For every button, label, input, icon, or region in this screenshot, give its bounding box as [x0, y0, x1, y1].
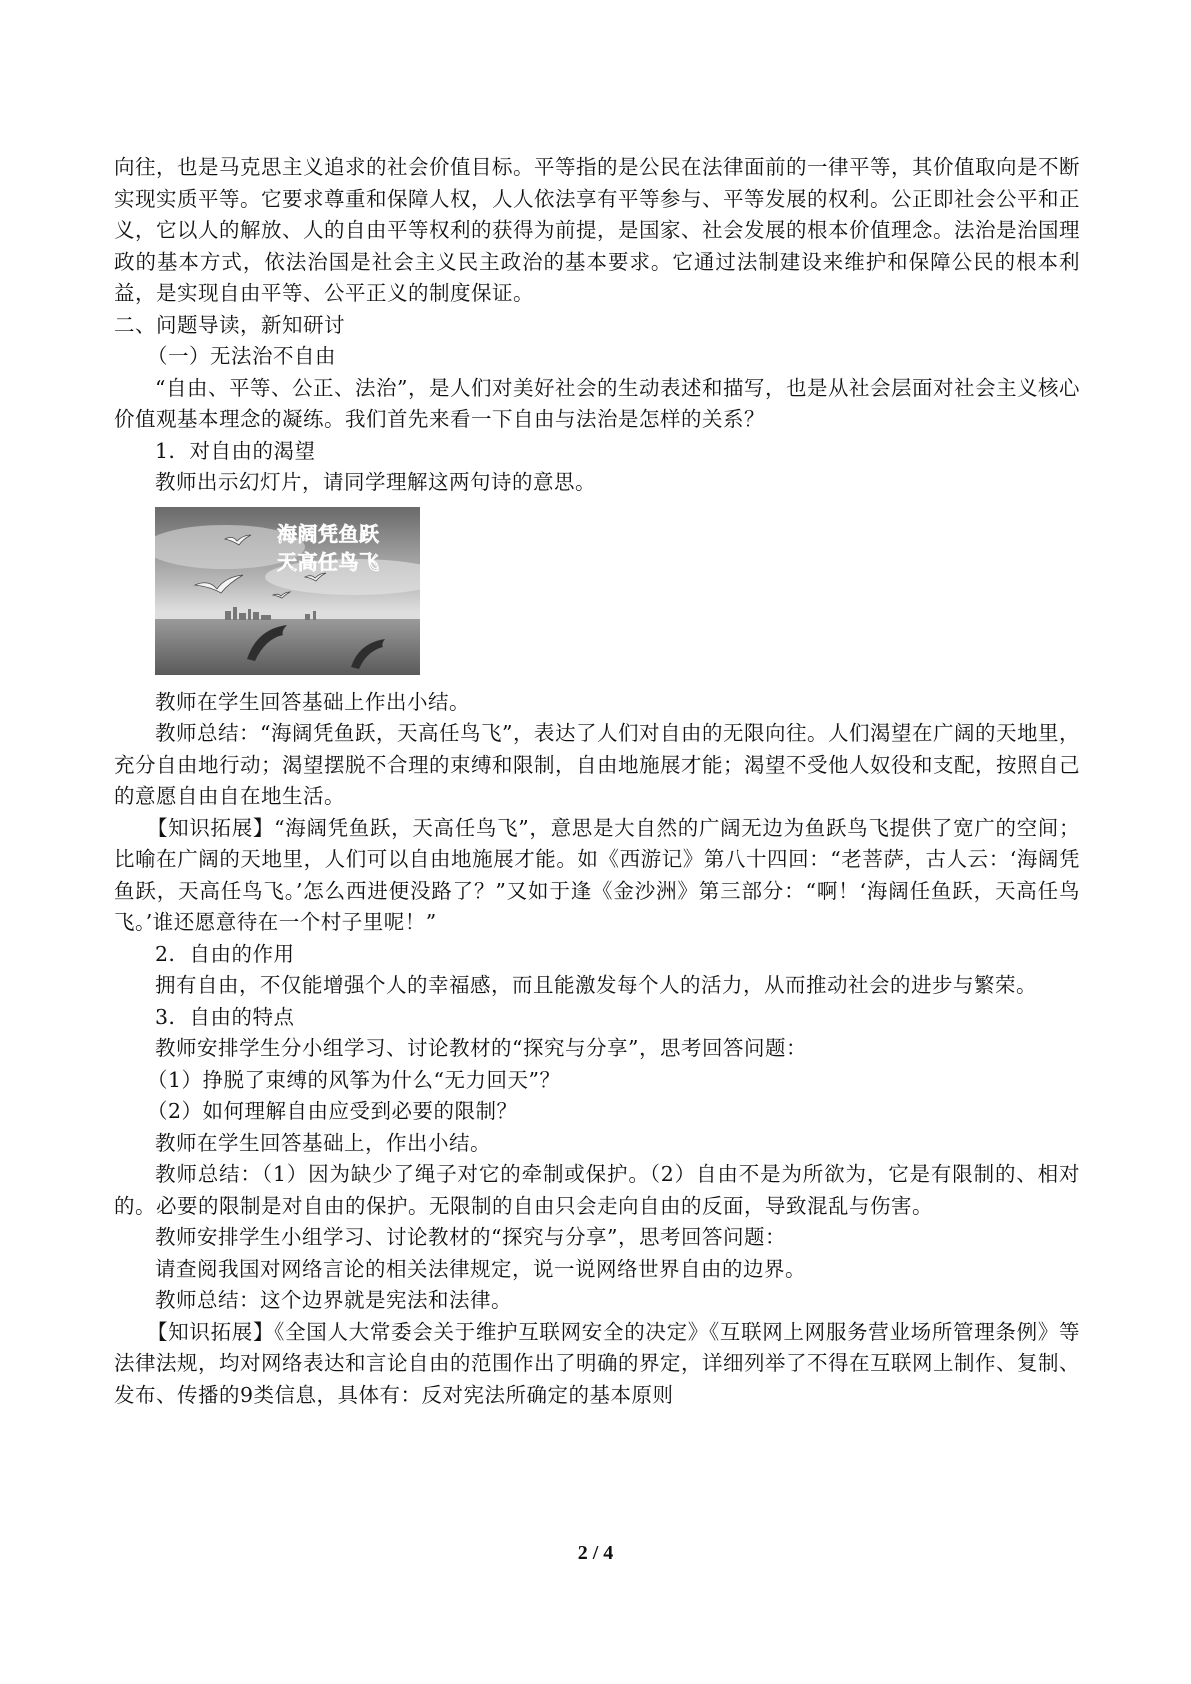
- paragraph: “自由、平等、公正、法治”，是人们对美好社会的生动表述和描写，也是从社会层面对社会主义核心价值观基本理念的凝练。我们首先来看一下自由与法治是怎样的关系？: [114, 375, 1080, 431]
- paragraph: 教师总结：这个边界就是宪法和法律。: [155, 1288, 512, 1312]
- caption-line-1: 海阔凭鱼跃: [277, 521, 380, 546]
- subsection-heading: （一）无法治不自由: [147, 344, 336, 368]
- question: （2）如何理解自由应受到必要的限制？: [147, 1099, 518, 1123]
- paragraph: 请查阅我国对网络言论的相关法律规定，说一说网络世界自由的边界。: [155, 1256, 806, 1281]
- paragraph: 教师安排学生小组学习、讨论教材的“探究与分享”，思考回答问题：: [155, 1225, 786, 1249]
- paragraph-intro: 向往，也是马克思主义追求的社会价值目标。平等指的是公民在法律面前的一律平等，其价值取向是不断实现实质平等。它要求尊重和保障人权，人人依法享有平等参与、平等发展的权利。公正即社会公平和正义，它以人的解放、人的自由平等权利的获得为前提，是国家、社会发展的根本价值理念。法治是治国理政的基本方式，依法治国是社会主义民主政治的基本要求。它通过法制建设来维护和保障公民的根本利益，是实现自由平等、公平正义的制度保证。: [114, 155, 1080, 305]
- paragraph: 拥有自由，不仅能增强个人的幸福感，而且能激发每个人的活力，从而推动社会的进步与繁荣。: [155, 973, 1037, 997]
- paragraph: 教师在学生回答基础上，作出小结。: [155, 1130, 491, 1155]
- knowledge-extension: 【知识拓展】《全国人大常委会关于维护互联网安全的决定》《互联网上网服务营业场所管理条例》等法律法规，均对网络表达和言论自由的范围作出了明确的界定，详细列举了不得在互联网上制作、复制、发布、传播的9类信息，具体有：反对宪法所确定的基本原则: [114, 1319, 1080, 1407]
- page-number: 2 / 4: [577, 1542, 614, 1564]
- knowledge-extension: 【知识拓展】“海阔凭鱼跃，天高任鸟飞”，意思是大自然的广阔无边为鱼跃鸟飞提供了宽广的空间；比喻在广阔的天地里，人们可以自由地施展才能。如《西游记》第八十四回：“老菩萨，古人云：‘海阔凭鱼跃，天高任鸟飞。’怎么西进便没路了？”又如于逢《金沙洲》第三部分：“啊！‘海阔任鱼跃，天高任鸟飞。’谁还愿意待在一个村子里呢！”: [114, 815, 1080, 934]
- paragraph: 教师在学生回答基础上作出小结。: [155, 689, 470, 714]
- slide-image: [155, 507, 420, 675]
- paragraph: 教师安排学生分小组学习、讨论教材的“探究与分享”，思考回答问题：: [155, 1036, 807, 1060]
- paragraph: 教师总结：“海阔凭鱼跃，天高任鸟飞”，表达了人们对自由的无限向往。人们渴望在广阔的天地里，充分自由地行动；渴望摆脱不合理的束缚和限制，自由地施展才能；渴望不受他人奴役和支配，按照自己的意愿自由自在地生活。: [114, 721, 1080, 808]
- item-heading: 3．自由的特点: [155, 1004, 295, 1029]
- seascape-illustration: [155, 507, 420, 675]
- paragraph: 教师总结：（1）因为缺少了绳子对它的牵制或保护。（2）自由不是为所欲为，它是有限制的、相对的。必要的限制是对自由的保护。无限制的自由只会走向自由的反面，导致混乱与伤害。: [114, 1162, 1080, 1218]
- question: （1）挣脱了束缚的风筝为什么“无力回天”？: [147, 1067, 561, 1092]
- item-heading: 2．自由的作用: [155, 941, 295, 966]
- paragraph: 教师出示幻灯片，请同学理解这两句诗的意思。: [155, 470, 596, 494]
- item-heading: 1．对自由的渴望: [155, 438, 316, 463]
- document-body: [114, 152, 1080, 1411]
- section-heading: 二、问题导读，新知研讨: [114, 312, 345, 337]
- caption-line-2: 天高任鸟飞: [277, 549, 380, 574]
